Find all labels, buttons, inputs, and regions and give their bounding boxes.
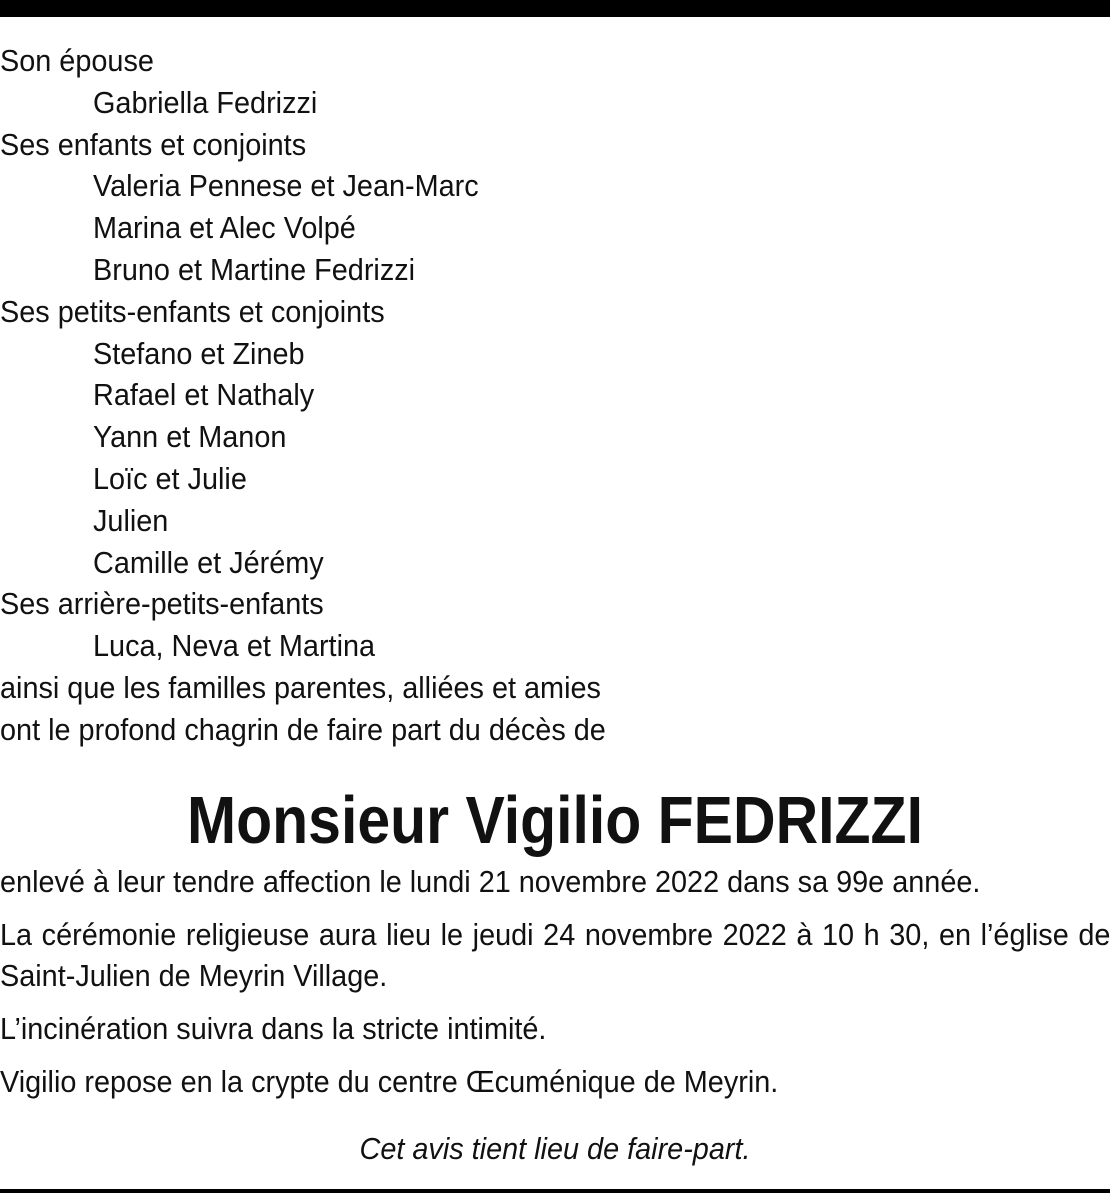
family-member: Valeria Pennese et Jean-Marc [93, 168, 479, 204]
family-member: Gabriella Fedrizzi [93, 84, 318, 120]
family-group [0, 583, 1110, 667]
family-member: Bruno et Martine Fedrizzi [93, 251, 416, 287]
repose-location: Vigilio repose en la crypte du centre Œcuménique de Meyrin. [0, 1063, 779, 1099]
family-member: Stefano et Zineb [93, 335, 305, 371]
top-rule [0, 0, 1110, 17]
family-group-label: Son épouse [0, 43, 154, 78]
family-group-label: Ses arrière-petits-enfants [0, 586, 324, 622]
family-member: Marina et Alec Volpé [93, 210, 356, 246]
family-group-label: Ses enfants et conjoints [0, 126, 307, 162]
family-member: Yann et Manon [93, 419, 287, 455]
family-group-label: Ses petits-enfants et conjoints [0, 293, 385, 329]
family-member: Camille et Jérémy [93, 544, 324, 580]
deceased-name: Monsieur Vigilio FEDRIZZI [187, 782, 923, 858]
family-member: Rafael et Nathaly [93, 377, 315, 413]
family-group [0, 124, 1110, 291]
family-group [0, 291, 1110, 584]
bottom-rule [0, 1189, 1110, 1193]
family-list [0, 40, 1110, 667]
cremation-notice: L’incinération suivra dans la stricte intimité. [0, 1010, 547, 1046]
ceremony-details: La cérémonie religieuse aura lieu le jeudi 24 novembre 2022 à 10 h 30, en l’église de Saint-Julien de Meyrin Village. [0, 916, 1110, 993]
family-member: Luca, Neva et Martina [93, 628, 376, 664]
death-announcement: enlevé à leur tendre affection le lundi 21 novembre 2022 dans sa 99e année. [0, 863, 981, 899]
family-member: Loïc et Julie [93, 460, 247, 496]
family-member: Julien [93, 502, 169, 538]
intro-line: ainsi que les familles parentes, alliées et amies [0, 669, 601, 705]
obituary-notice [0, 40, 1110, 1169]
intro-line: ont le profond chagrin de faire part du décès de [0, 711, 606, 747]
family-group [0, 40, 1110, 124]
closing-note: Cet avis tient lieu de faire-part. [359, 1130, 751, 1166]
